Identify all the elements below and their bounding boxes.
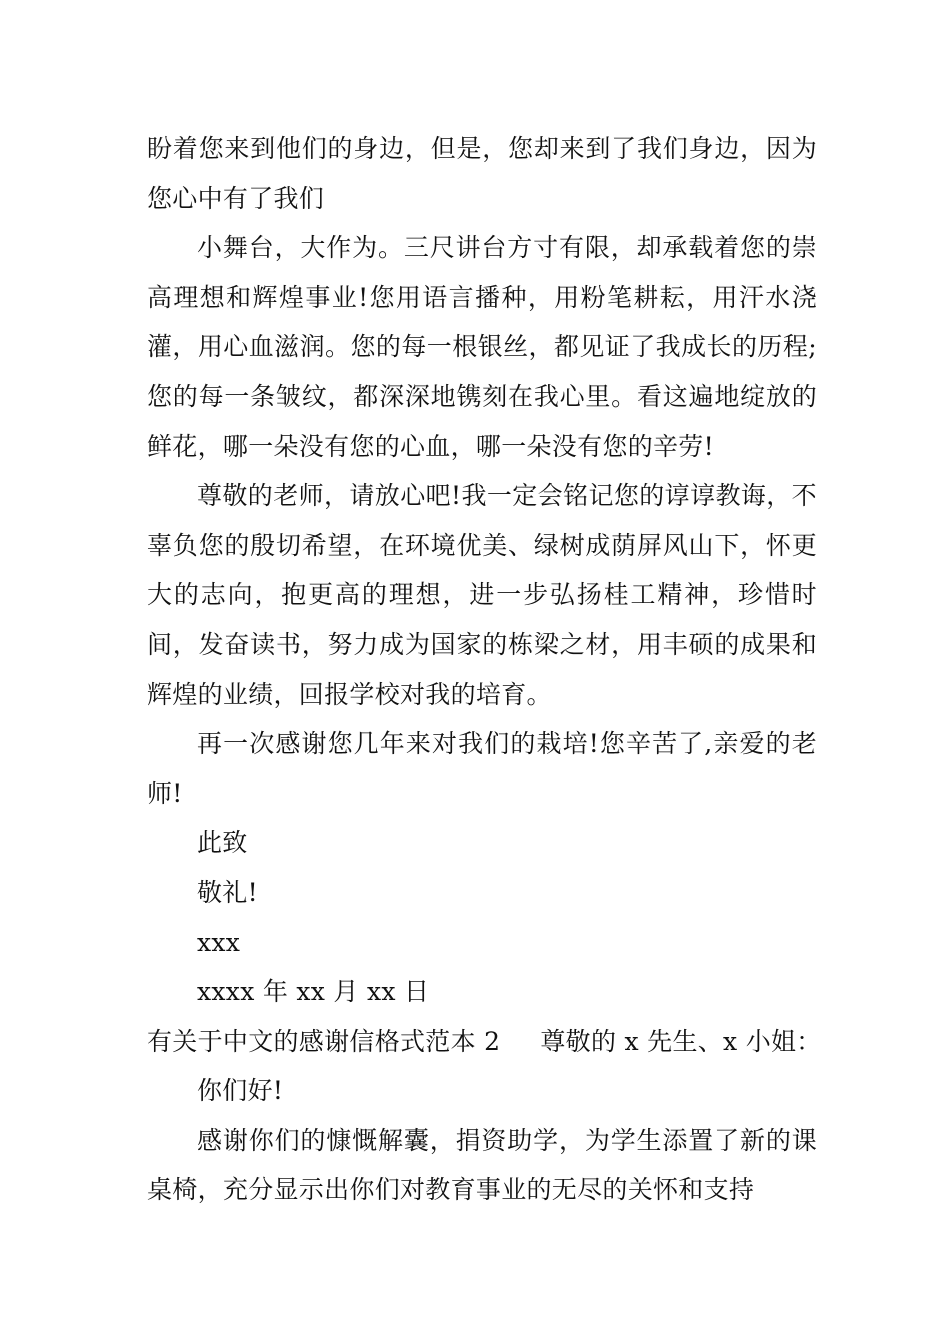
letter-date: xxxx 年 xx 月 xx 日 [197, 977, 430, 1007]
paragraph-continuation: 盼着您来到他们的身边，但是，您却来到了我们身边，因为您心中有了我们 [147, 134, 817, 213]
section2-greeting: 你们好! [197, 1076, 284, 1106]
closing-ci-zhi: 此致 [197, 828, 248, 858]
paragraph-small-stage: 小舞台，大作为。三尺讲台方寸有限，却承载着您的崇高理想和辉煌事业!您用语言播种，用粉笔耕耘，用汗水浇灌，用心血滋润。您的每一根银丝，都见证了我成长的历程;您的每一条皱纹，都深深地镌刻在我心里。看这遍地绽放的鲜花，哪一朵没有您的心血，哪一朵没有您的辛劳! [147, 233, 817, 461]
paragraph-respected-teacher: 尊敬的老师，请放心吧!我一定会铭记您的谆谆教诲，不辜负您的殷切希望，在环境优美、绿树成荫屏风山下，怀更大的志向，抱更高的理想，进一步弘扬桂工精神，珍惜时间，发奋读书，努力成为国家的栋梁之材，用丰硕的成果和辉煌的业绩，回报学校对我的培育。 [147, 481, 817, 709]
paragraph-thanks-again: 再一次感谢您几年来对我们的栽培!您辛苦了,亲爱的老师! [147, 729, 817, 808]
section2-paragraph-thanks: 感谢你们的慷慨解囊，捐资助学，为学生添置了新的课桌椅，充分显示出你们对教育事业的无尽的关怀和支持 [147, 1125, 817, 1205]
closing-jing-li: 敬礼! [197, 877, 258, 907]
signature: xxx [197, 927, 241, 957]
document-body [147, 124, 822, 1215]
section2-header-line [147, 1017, 822, 1067]
section2-title: 有关于中文的感谢信格式范本 2 [147, 1026, 501, 1056]
section2-salutation: 尊敬的 x 先生、x 小姐： [540, 1026, 822, 1056]
